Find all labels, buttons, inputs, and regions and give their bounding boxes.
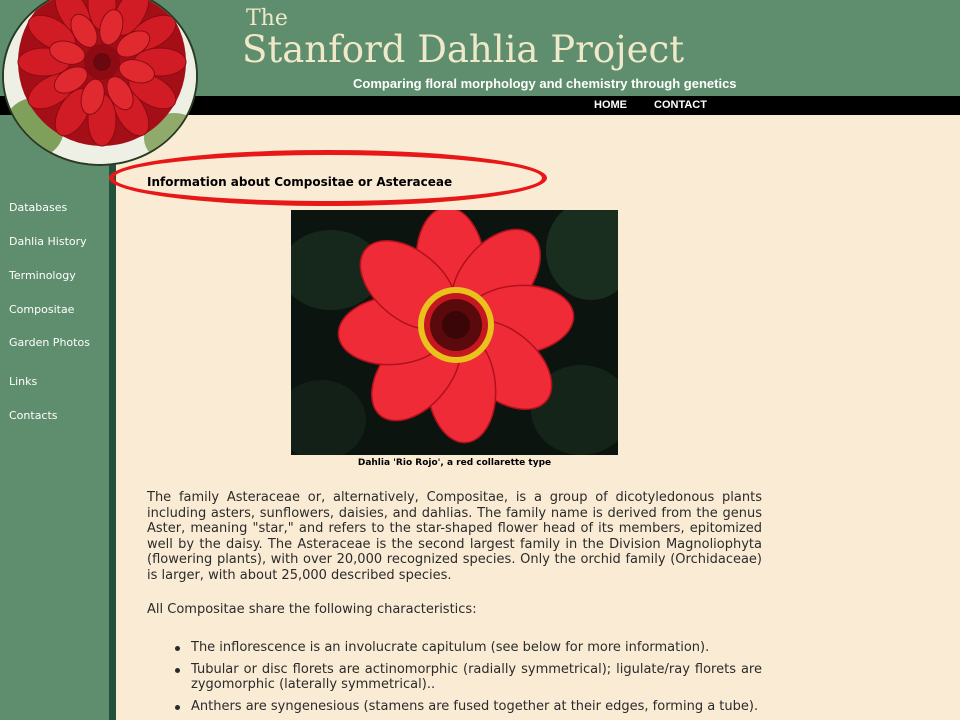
sidebar-item-garden-photos[interactable]: Garden Photos <box>9 336 90 349</box>
brand-the: The <box>246 6 288 31</box>
dahlia-photo <box>291 210 618 455</box>
list-item: Tubular or disc florets are actinomorphic (radially symmetrical); ligulate/ray florets are zygomorphic (laterally symmetrical).. <box>147 662 762 693</box>
sidebar-item-contacts[interactable]: Contacts <box>9 409 58 422</box>
dahlia-logo-icon[interactable] <box>2 0 198 166</box>
nav-contact-link[interactable]: CONTACT <box>654 99 707 111</box>
characteristics-intro: All Compositae share the following characteristics: <box>147 602 477 617</box>
sidebar-item-compositae[interactable]: Compositae <box>9 303 75 316</box>
sidebar-divider <box>109 115 116 720</box>
sidebar-item-links[interactable]: Links <box>9 375 38 388</box>
site-tagline: Comparing floral morphology and chemistry through genetics <box>353 76 737 91</box>
page-title: Information about Compositae or Asteraceae <box>147 175 453 189</box>
list-item: Anthers are syngenesious (stamens are fused together at their edges, forming a tube). <box>147 699 762 715</box>
sidebar-item-dahlia-history[interactable]: Dahlia History <box>9 235 87 248</box>
sidebar-item-databases[interactable]: Databases <box>9 201 68 214</box>
nav-home-link[interactable]: HOME <box>594 99 627 111</box>
list-item: The inflorescence is an involucrate capitulum (see below for more information). <box>147 640 762 656</box>
characteristics-list <box>147 640 762 720</box>
intro-paragraph: The family Asteraceae or, alternatively, Compositae, is a group of dicotyledonous plants including asters, sunflowers, daisies, and dahlias. The family name is derived from the genus Aster, meaning "star," and refers to the star-shaped flower head of its members, epitomized well by the daisy. The Asteraceae is the second largest family in the Division Magnoliophyta (flowering plants), with over 20,000 recognized species. Only the orchid family (Orchidaceae) is larger, with about 25,000 described species. <box>147 490 762 583</box>
photo-caption: Dahlia 'Rio Rojo', a red collarette type <box>357 458 552 468</box>
sidebar-item-terminology[interactable]: Terminology <box>9 269 76 282</box>
site-title[interactable]: Stanford Dahlia Project <box>242 28 685 71</box>
